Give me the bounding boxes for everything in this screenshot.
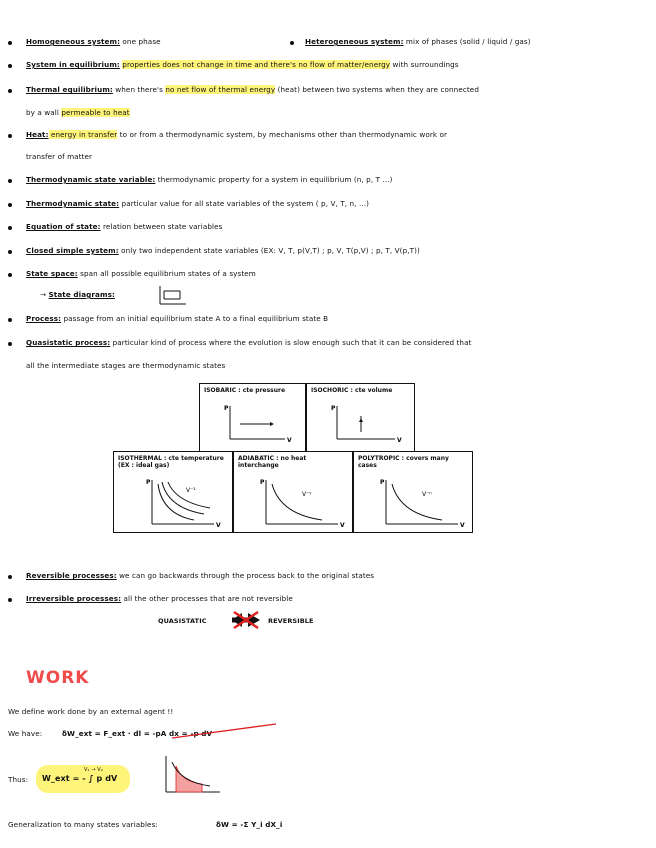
definition: with surroundings (390, 60, 459, 69)
heterogeneous-line (305, 37, 531, 47)
bullet (8, 273, 12, 277)
axis-p-label: P (260, 479, 265, 486)
bullet (290, 41, 294, 45)
definition: all the other processes that are not reversible (121, 594, 293, 603)
definition: relation between state variables (100, 222, 223, 231)
reversible-word: REVERSIBLE (268, 617, 314, 625)
bullet (8, 250, 12, 254)
box-title-line: POLYTROPIC : covers many (358, 455, 449, 462)
curve-label: V⁻ᵞ (302, 491, 312, 498)
adiabatic-graph (234, 452, 352, 532)
section-title: WORK (26, 668, 90, 688)
bullet (8, 89, 12, 93)
work-area-graph (158, 752, 228, 798)
axis-v-label: V (460, 522, 465, 529)
state-diagram-sketch (156, 284, 188, 306)
definition: only two independent state variables (EX: V, T, p(V,T) ; p, V, T(p,V) ; p, T, V(p,T)) (118, 246, 420, 255)
highlight: no net flow of thermal energy (165, 85, 276, 94)
state-diagrams-line (40, 290, 115, 300)
term: State space: (26, 269, 78, 278)
axis-v-label: V (397, 437, 402, 444)
isobaric-graph (200, 384, 305, 451)
axis-p-label: P (331, 405, 336, 412)
term: System in equilibrium: (26, 60, 120, 69)
term: Closed simple system: (26, 246, 119, 255)
equilibrium-line (26, 60, 459, 70)
we-have-label: We have: (8, 729, 43, 738)
state-variable-line (26, 175, 393, 185)
term: Irreversible processes: (26, 594, 122, 603)
definition: one phase (120, 37, 161, 46)
box-title-line: ADIABATIC : no heat (238, 455, 307, 462)
term: Homogeneous system: (26, 37, 121, 46)
term: Thermodynamic state: (26, 199, 120, 208)
generalization-label: Generalization to many states variables: (8, 820, 158, 829)
definition: particular value for all state variables of the system ( p, V, T, n, ...) (119, 199, 370, 208)
quasistatic-line (26, 338, 472, 348)
polytropic-box (353, 451, 473, 533)
thermal-line-2 (26, 108, 130, 118)
axis-p-label: P (380, 479, 385, 486)
term: Heterogeneous system: (305, 37, 404, 46)
box-title-line: ISOTHERMAL : cte temperature (118, 455, 224, 462)
box-title-line: (EX : ideal gas) (118, 462, 170, 469)
term: Equation of state: (26, 222, 101, 231)
definition: mix of phases (solid / liquid / gas) (403, 37, 531, 46)
definition: span all possible equilibrium states of a system (77, 269, 256, 278)
arrow-right-icon: → (40, 290, 49, 299)
isothermal-box (113, 451, 233, 533)
isothermal-graph (114, 452, 232, 532)
definition: when there's (112, 85, 166, 94)
isochoric-box (306, 383, 415, 452)
definition: by a wall (26, 108, 62, 117)
isobaric-box (199, 383, 306, 452)
term: Thermodynamic state variable: (26, 175, 156, 184)
thermal-line (26, 85, 479, 95)
bullet (8, 342, 12, 346)
bullet (8, 598, 12, 602)
general-formula: δW = -Σ Y_i dX_i (216, 820, 283, 829)
work-integral: W_ext = - ∫ p dV (42, 774, 118, 783)
term: Reversible processes: (26, 571, 117, 580)
quasistatic-line-2 (26, 361, 225, 371)
axis-v-label: V (340, 522, 345, 529)
bullet (8, 64, 12, 68)
curve-label: V⁻ⁿ (422, 491, 432, 498)
definition: to or from a thermodynamic system, by mechanisms other than thermodynamic work or (117, 130, 448, 139)
thus-label: Thus: (8, 775, 29, 784)
heat-line (26, 130, 447, 140)
integral-limits: V₁ → V₂ (84, 767, 103, 773)
box-title-line: interchange (238, 462, 279, 469)
definition: passage from an initial equilibrium state A to a final equilibrium state B (61, 314, 329, 323)
highlight: properties does not change in time and there's no flow of matter/energy (122, 60, 391, 69)
definition: (heat) between two systems when they are connected (275, 85, 479, 94)
axis-p-label: P (224, 405, 229, 412)
isochoric-graph (307, 384, 414, 451)
irreversible-line (26, 594, 293, 604)
quasistatic-word: QUASISTATIC (158, 617, 207, 625)
state-space-line (26, 269, 256, 279)
definition: particular kind of process where the evolution is slow enough such that it can be considered that (110, 338, 472, 347)
state-line (26, 199, 369, 209)
term: Heat: (26, 130, 49, 139)
box-title: ISOBARIC : cte pressure (204, 387, 286, 394)
bullet (8, 41, 12, 45)
definition: all the intermediate stages are thermodynamic states (26, 361, 226, 370)
heat-line-2 (26, 152, 92, 162)
term: Quasistatic process: (26, 338, 111, 347)
bullet (8, 226, 12, 230)
simple-system-line (26, 246, 420, 256)
bullet (8, 575, 12, 579)
highlight: energy in transfer (48, 130, 118, 139)
work-formula: δW_ext = F_ext · dl = -pA dx = -p dV (62, 729, 213, 738)
axis-v-label: V (216, 522, 221, 529)
term: Process: (26, 314, 62, 323)
bullet (8, 179, 12, 183)
crossed-arrow-icon (228, 610, 264, 630)
term: Thermal equilibrium: (26, 85, 113, 94)
homogeneous-line (26, 37, 161, 47)
work-define-line: We define work done by an external agent !! (8, 707, 174, 716)
axis-v-label: V (287, 437, 292, 444)
reversible-line (26, 571, 374, 581)
red-underline (170, 722, 280, 742)
axis-p-label: P (146, 479, 151, 486)
adiabatic-box (233, 451, 353, 533)
box-title-line: cases (358, 462, 377, 469)
highlight: permeable to heat (61, 108, 130, 117)
bullet (8, 134, 12, 138)
term: State diagrams: (48, 290, 115, 299)
definition: thermodynamic property for a system in equilibrium (n, p, T ...) (155, 175, 393, 184)
curve-label: V⁻¹ (186, 487, 196, 494)
process-line (26, 314, 328, 324)
bullet (8, 203, 12, 207)
definition: transfer of matter (26, 152, 93, 161)
polytropic-graph (354, 452, 472, 532)
bullet (8, 318, 12, 322)
equation-of-state-line (26, 222, 222, 232)
box-title: ISOCHORIC : cte volume (311, 387, 393, 394)
definition: we can go backwards through the process back to the original states (116, 571, 375, 580)
